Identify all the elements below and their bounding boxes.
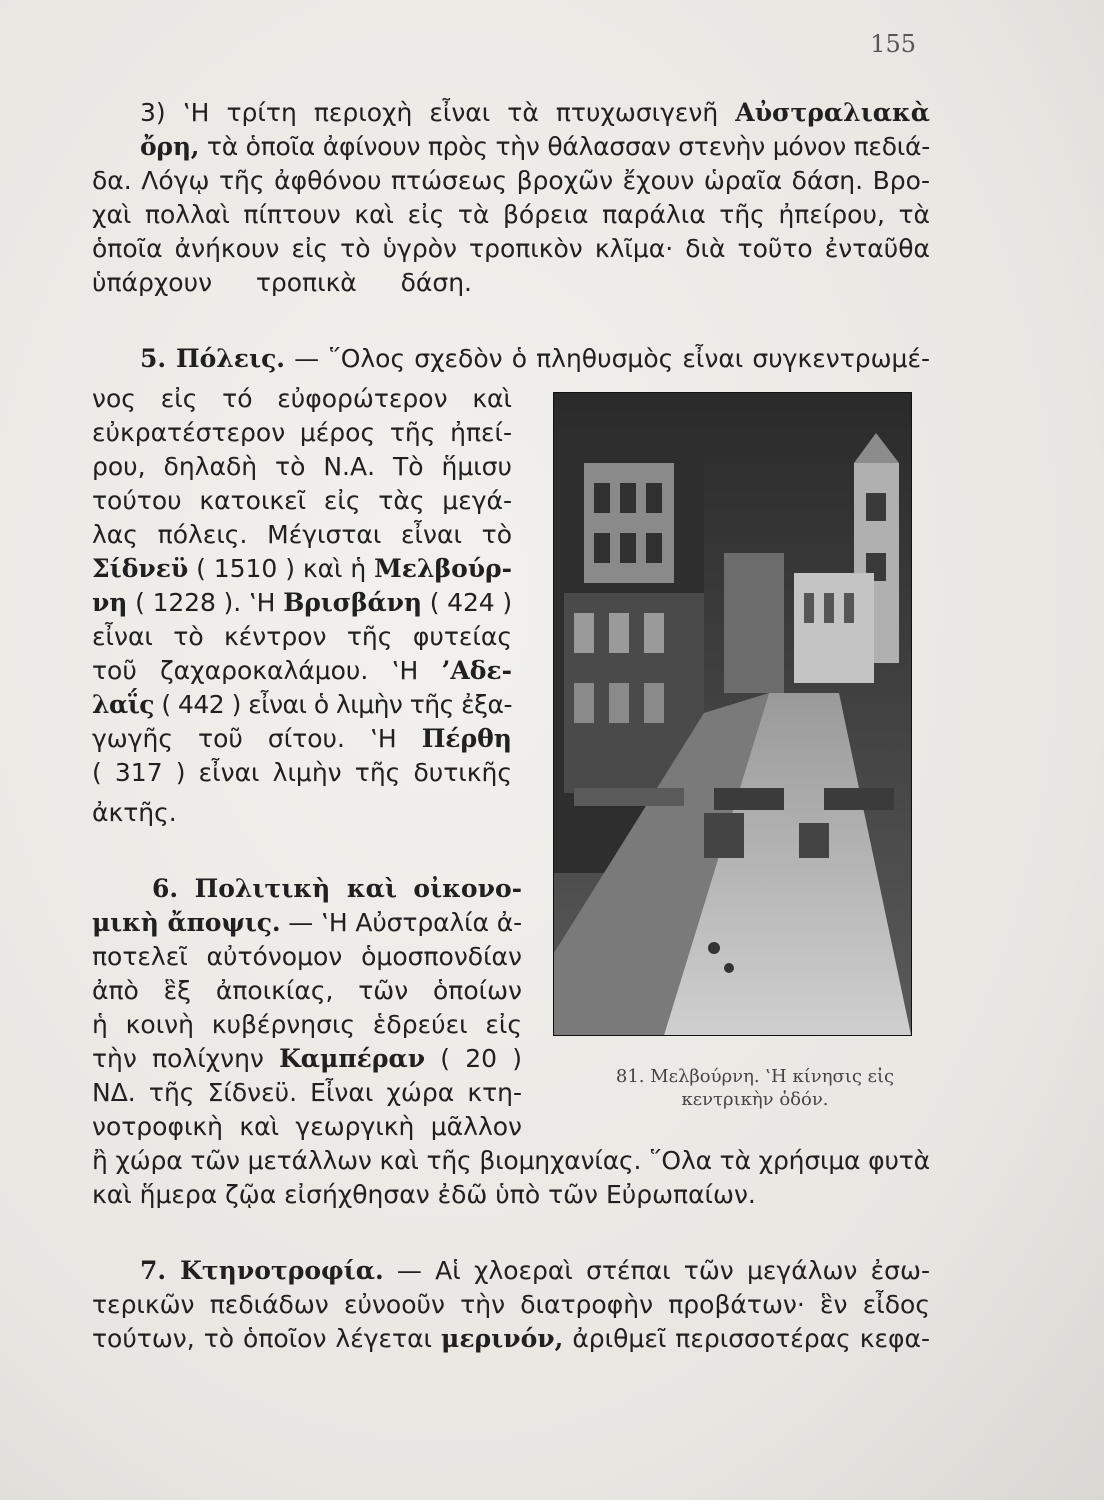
bold-term: 7. Κτηνοτροφία. <box>140 1256 384 1285</box>
text-line <box>92 1012 522 1037</box>
text-run: ὑπάρχουν τροπικὰ δάση. <box>92 268 472 297</box>
text-line <box>92 168 930 193</box>
bold-term: μερινόν, <box>441 1324 564 1353</box>
text-run: 3) ‛Η τρίτη περιοχὴ εἶναι τὰ πτυχωσιγενῆ <box>140 98 736 127</box>
text-line <box>92 760 512 785</box>
text-run: ἀκτῆς. <box>92 798 177 827</box>
bold-term: λαΐς <box>92 690 154 719</box>
bold-term: Καμπέραν <box>279 1044 426 1073</box>
text-line <box>140 346 930 371</box>
text-line <box>92 1326 930 1351</box>
text-run: τούτου κατοικεῖ εἰς τὰς μεγά- <box>92 486 512 515</box>
text-run: λας πόλεις. Μέγισται εἶναι τὸ <box>92 520 512 549</box>
figure-photo <box>553 392 912 1036</box>
text-line <box>92 236 930 261</box>
text-run: — Αἱ χλοεραὶ στέπαι τῶν μεγάλων ἐσω- <box>383 1256 930 1285</box>
text-run: ( 442 ) εἶναι ὁ λιμὴν τῆς ἐξα- <box>153 690 512 719</box>
text-run: τὴν πολίχνην <box>92 1044 280 1073</box>
text-line <box>140 1258 930 1283</box>
text-line <box>92 978 522 1003</box>
text-run: ( 1510 ) καὶ ἡ <box>188 554 375 583</box>
text-line <box>92 386 512 411</box>
text-run: ποτελεῖ αὐτόνομον ὁμοσπονδίαν <box>92 942 522 971</box>
text-run: τερικῶν πεδιάδων εὐνοοῦν τὴν διατροφὴν προβάτων· ἓν εἶδος <box>92 1290 930 1319</box>
bold-term: Μελβούρ- <box>374 554 512 583</box>
text-line <box>92 420 512 445</box>
text-run: ( 1228 ). ‛Η <box>127 588 284 617</box>
bold-term: Πέρθη <box>421 724 512 753</box>
text-run: ἡ κοινὴ κυβέρνησις ἑδρεύει εἰς <box>92 1010 522 1039</box>
bold-term: Αὐστραλιακὰ <box>735 98 930 127</box>
text-run: — ῞Ολος σχεδὸν ὁ πληθυσμὸς εἶναι συγκεντρωμέ- <box>285 344 930 373</box>
bold-term: μικὴ ἄποψις. <box>92 908 281 937</box>
text-line <box>92 1148 930 1173</box>
text-run: γωγῆς τοῦ σίτου. ‛Η <box>92 724 422 753</box>
bold-term: Βρισβάνη <box>283 588 422 617</box>
text-line <box>140 100 930 125</box>
bold-term: ’Αδε- <box>441 656 512 685</box>
text-line <box>92 1046 522 1071</box>
text-line <box>92 944 522 969</box>
bold-term: νη <box>92 588 128 617</box>
text-run: — ‛Η Αὐστραλία ἀ- <box>280 908 522 937</box>
text-run: νος εἰς τό εὐφορώτερον καὶ <box>92 384 512 413</box>
text-line <box>92 658 512 683</box>
text-line <box>152 876 522 901</box>
text-run: καὶ ἥμερα ζῷα εἰσήχθησαν ἐδῶ ὑπὸ τῶν Εὐρωπαίων. <box>92 1180 756 1209</box>
text-run: ρου, δηλαδὴ τὸ Ν.Α. Τὸ ἥμισυ <box>92 452 512 481</box>
text-line <box>92 454 512 479</box>
text-run: ἢ χώρα τῶν μετάλλων καὶ τῆς βιομηχανίας. ῞Ολα τὰ χρήσιμα φυτὰ <box>92 1146 930 1175</box>
text-run: ὁποῖα ἀνήκουν εἰς τὸ ὑγρὸν τροπικὸν κλῖμα· διὰ τοῦτο ἐνταῦθα <box>92 234 930 263</box>
text-line <box>92 1292 930 1317</box>
text-run: νοτροφικὴ καὶ γεωργικὴ μᾶλλον <box>92 1112 522 1141</box>
text-line <box>92 1182 756 1207</box>
page-number: 155 <box>870 30 916 58</box>
text-run: ( 20 ) <box>425 1044 522 1073</box>
text-line <box>92 270 472 295</box>
text-line <box>92 1080 522 1105</box>
street-photo-icon <box>554 393 911 1035</box>
bold-term: Σίδνεϋ <box>92 554 189 583</box>
text-line <box>92 590 512 615</box>
figure-caption: 81. Μελβούρνη. ‛Η κίνησις εἰς κεντρικὴν ὁδόν. <box>615 1066 895 1111</box>
text-run: τούτων, τὸ ὁποῖον λέγεται <box>92 1324 442 1353</box>
text-line <box>92 726 512 751</box>
text-line <box>92 488 512 513</box>
text-run: δα. Λόγῳ τῆς ἀφθόνου πτώσεως βροχῶν ἔχουν ὡραῖα δάση. Βρο- <box>92 166 930 195</box>
text-line <box>140 134 930 159</box>
text-run: ( 317 ) εἶναι λιμὴν τῆς δυτικῆς <box>92 758 512 787</box>
text-run: ( 424 ) <box>421 588 512 617</box>
text-line <box>92 1114 522 1139</box>
text-line <box>92 910 522 935</box>
text-run: τὰ ὁποῖα ἀφίνουν πρὸς τὴν θάλασσαν στενὴν μόνον πεδιά- <box>199 132 930 161</box>
text-line <box>92 556 512 581</box>
text-line <box>92 800 177 825</box>
bold-term: 6. Πολιτικὴ καὶ οἰκονο- <box>152 874 522 903</box>
text-run: ΝΔ. τῆς Σίδνεϋ. Εἶναι χώρα κτη- <box>92 1078 522 1107</box>
bold-term: ὄρη, <box>140 132 200 161</box>
text-run: ἀπὸ ἓξ ἀποικίας, τῶν ὁποίων <box>92 976 522 1005</box>
text-line <box>92 692 512 717</box>
bold-term: 5. Πόλεις. <box>140 344 285 373</box>
text-run: εἶναι τὸ κέντρον τῆς φυτείας <box>92 622 512 651</box>
text-run: ἀριθμεῖ περισσοτέρας κεφα- <box>563 1324 931 1353</box>
text-line <box>92 624 512 649</box>
text-line <box>92 202 930 227</box>
text-run: τοῦ ζαχαροκαλάμου. ‛Η <box>92 656 442 685</box>
text-run: εὐκρατέστερον μέρος τῆς ἠπεί- <box>92 418 512 447</box>
text-run: χαὶ πολλαὶ πίπτουν καὶ εἰς τὰ βόρεια παράλια τῆς ἠπείρου, τὰ <box>92 200 930 229</box>
text-line <box>92 522 512 547</box>
